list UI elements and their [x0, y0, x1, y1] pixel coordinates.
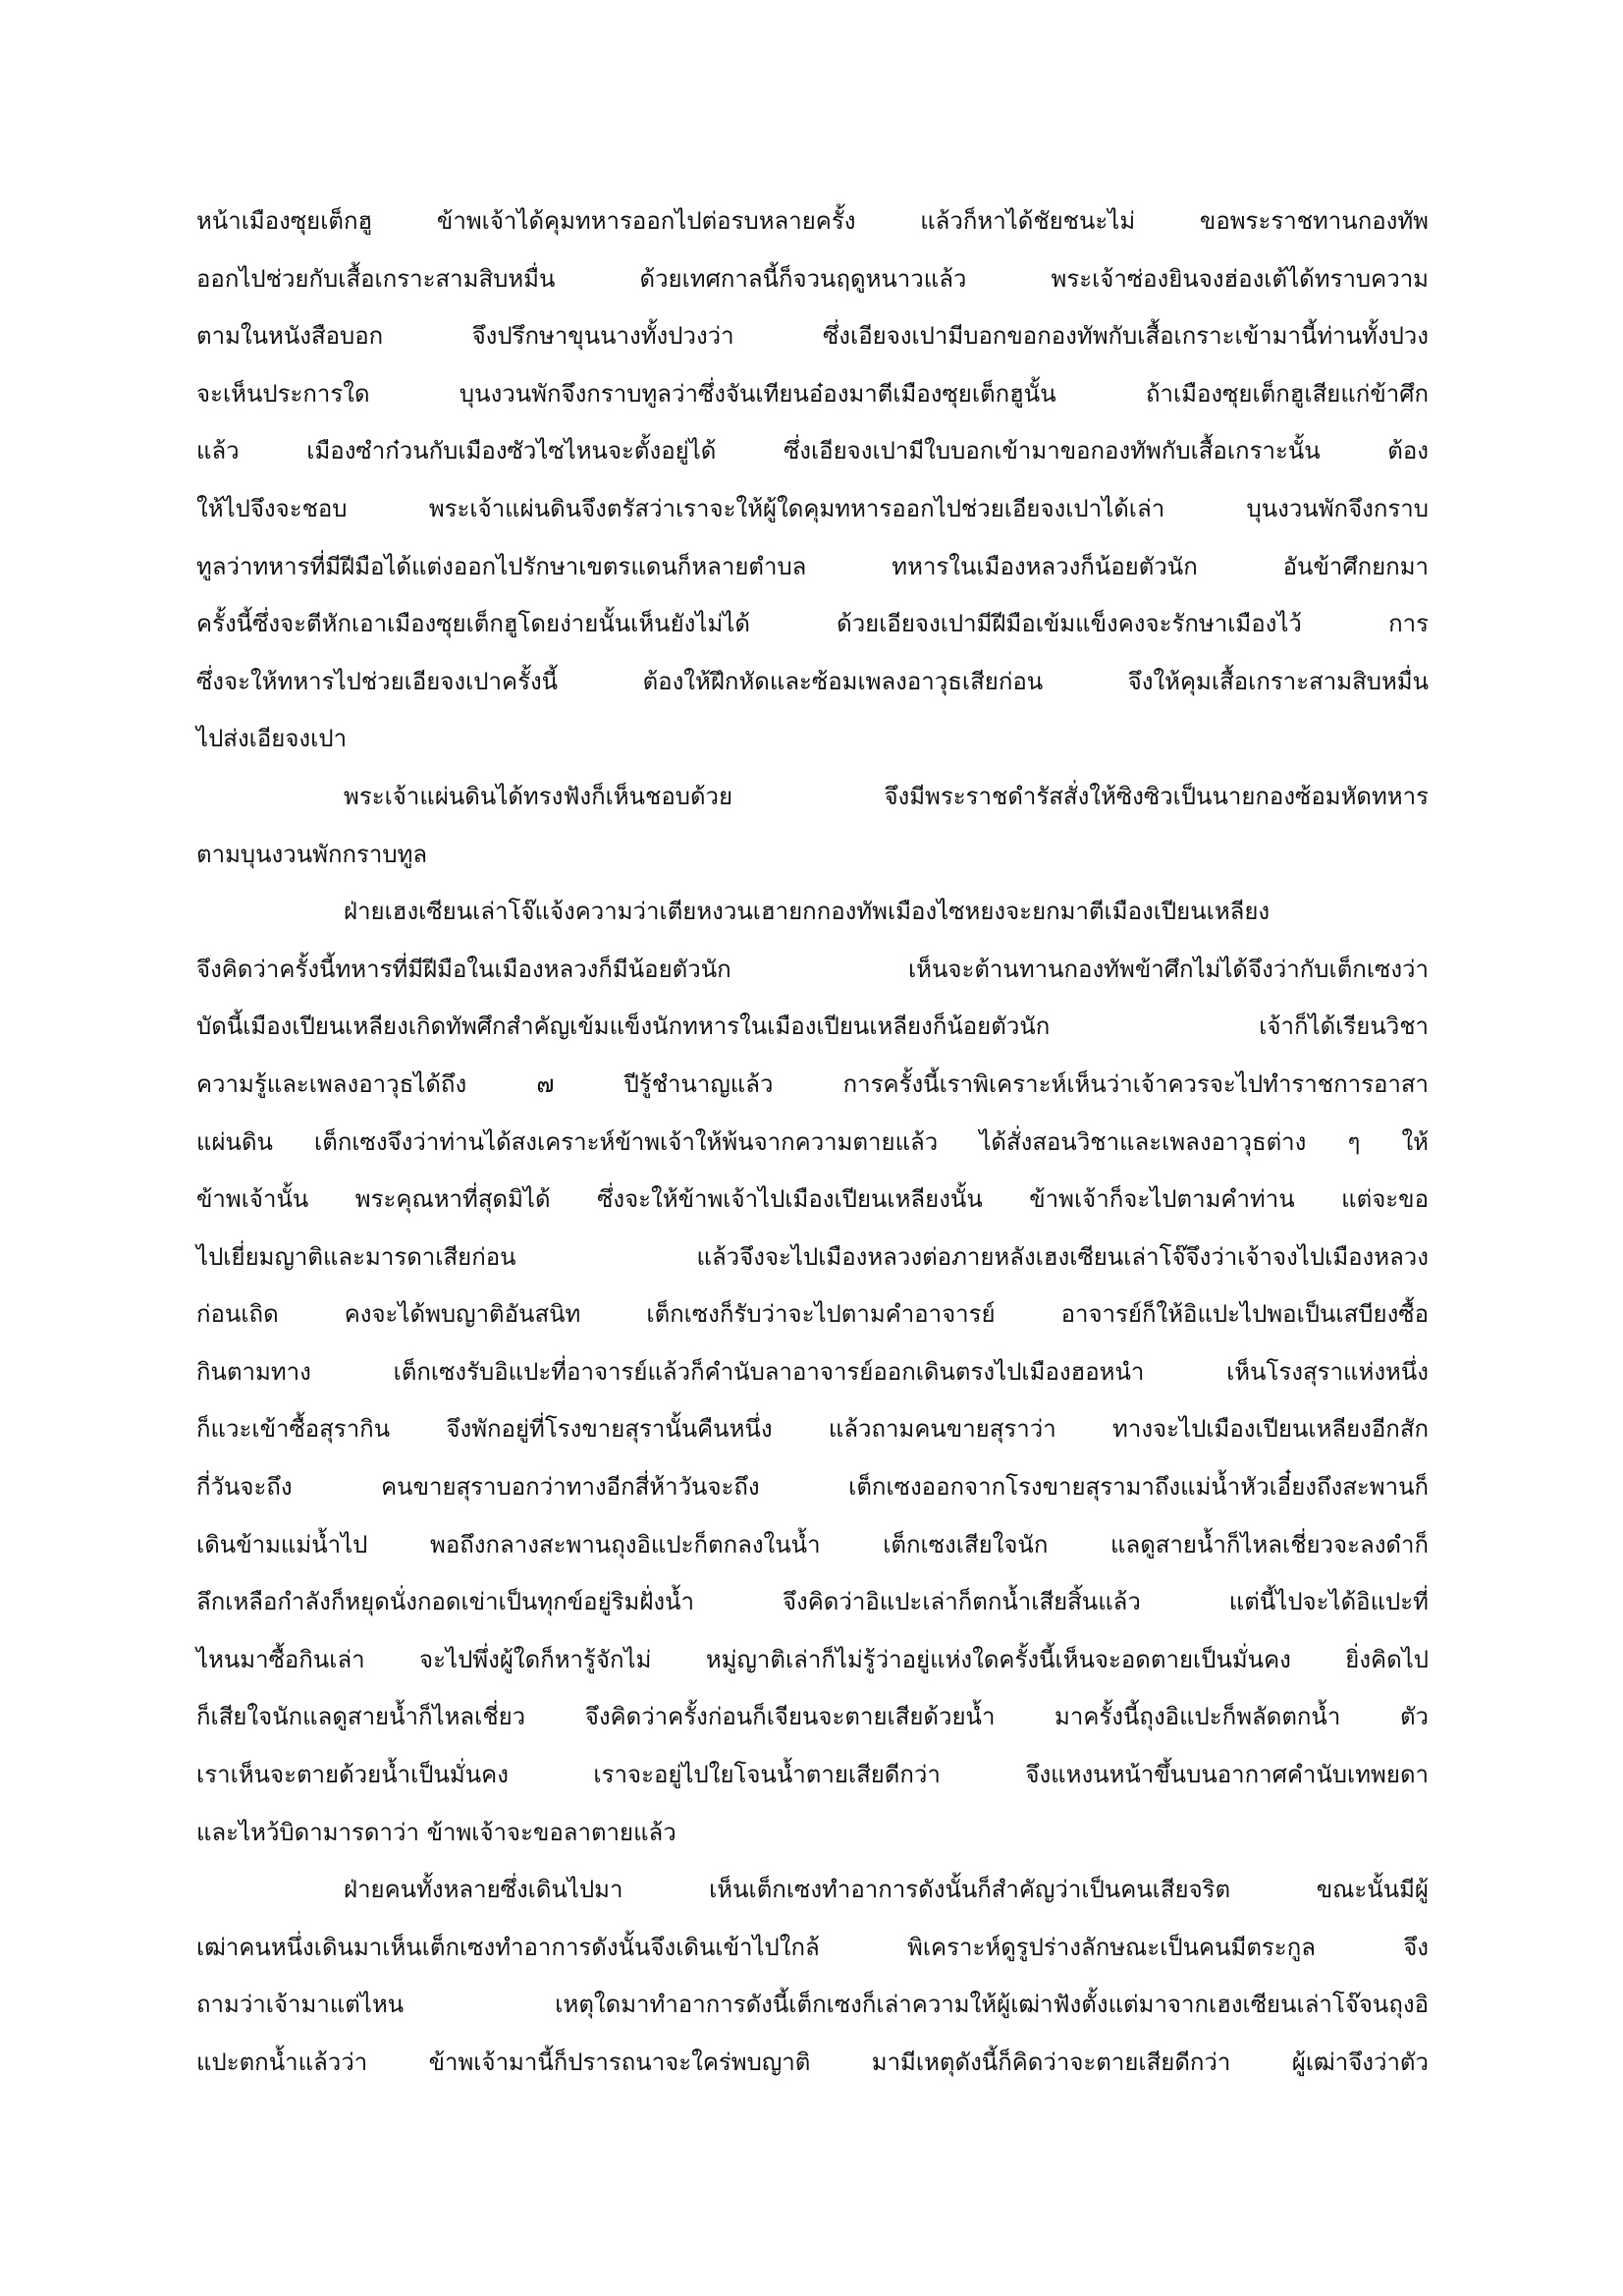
text-line: ไหนมาซื้อกินเล่า จะไปพึ่งผู้ใดก็หารู้จักไม่ หมู่ญาติเล่าก็ไม่รู้ว่าอยู่แห่งใดครั้งนี้เห็นจะอดตายเป็นมั่นคง ยิ่งคิดไป [196, 1645, 1429, 1673]
text-line: หน้าเมืองซุยเต็กฮู ข้าพเจ้าได้คุมทหารออกไปต่อรบหลายครั้ง แล้วก็หาได้ชัยชนะไม่ ขอพระราชทานกองทัพ [196, 207, 1429, 235]
text-line: กี่วันจะถึง คนขายสุราบอกว่าทางอีกสี่ห้าวันจะถึง เต็กเซงออกจากโรงขายสุรามาถึงแม่น้ำหัวเอี๋ยงถึงสะพานก็ [196, 1473, 1429, 1502]
paragraph-4 [196, 1861, 1429, 2091]
text-line: ไปเยี่ยมญาติและมารดาเสียก่อน แล้วจึงจะไปเมืองหลวงต่อภายหลังเฮงเซียนเล่าโจ๊จึงว่าเจ้าจงไปเมืองหลวง [196, 1242, 1429, 1271]
text-line: บัดนี้เมืองเปียนเหลียงเกิดทัพศึกสำคัญเข้มแข็งนักทหารในเมืองเปียนเหลียงก็น้อยตัวนัก เจ้าก็ได้เรียนวิชา [196, 1012, 1429, 1041]
text-line: ข้าพเจ้านั้น พระคุณหาที่สุดมิได้ ซึ่งจะให้ข้าพเจ้าไปเมืองเปียนเหลียงนั้น ข้าพเจ้าก็จะไปตามคำท่าน แต่จะขอ [196, 1185, 1429, 1214]
text-line: ลึกเหลือกำลังก็หยุดนั่งกอดเข่าเป็นทุกข์อยู่ริมฝั่งน้ำ จึงคิดว่าอิแปะเล่าก็ตกน้ำเสียสิ้นแล้ว แต่นี้ไปจะได้อิแปะที่ [196, 1588, 1429, 1616]
text-line: ไปส่งเอียจงเปา [196, 725, 348, 753]
text-line: พระเจ้าแผ่นดินได้ทรงฟังก็เห็นชอบด้วย จึงมีพระราชดำรัสสั่งให้ซิงซิวเป็นนายกองซ้อมหัดทหาร [344, 782, 1429, 810]
text-line: ความรู้และเพลงอาวุธได้ถึง ๗ ปีรู้ชำนาญแล้ว การครั้งนี้เราพิเคราะห์เห็นว่าเจ้าควรจะไปทำราชการอาสา [196, 1069, 1429, 1098]
paragraph-1 [196, 192, 1429, 768]
body-text [196, 192, 1429, 2092]
text-line: ถามว่าเจ้ามาแต่ไหน เหตุใดมาทำอาการดังนี้เต็กเซงก็เล่าความให้ผู้เฒ่าฟังตั้งแต่มาจากเฮงเซียนเล่าโจ๊จนถุงอิ [196, 1991, 1429, 2019]
text-line: แปะตกน้ำแล้วว่า ข้าพเจ้ามานี้ก็ปรารถนาจะใคร่พบญาติ มามีเหตุดังนี้ก็คิดว่าจะตายเสียดีกว่า ผู้เฒ่าจึงว่าตัว [196, 2049, 1429, 2076]
text-line: เดินข้ามแม่น้ำไป พอถึงกลางสะพานถุงอิแปะก็ตกลงในน้ำ เต็กเซงเสียใจนัก แลดูสายน้ำก็ไหลเชี่ยวจะลงดำก็ [196, 1530, 1429, 1558]
text-line: ครั้งนี้ซึ่งจะตีหักเอาเมืองซุยเต็กฮูโดยง่ายนั้นเห็นยังไม่ได้ ด้วยเอียจงเปามีฝีมือเข้มแข็งคงจะรักษาเมืองไว้ การ [196, 610, 1429, 638]
text-line: ตามบุนงวนพักกราบทูล [196, 840, 428, 868]
text-line: ตามในหนังสือบอก จึงปรึกษาขุนนางทั้งปวงว่า ซึ่งเอียจงเปามีบอกขอกองทัพกับเสื้อเกราะเข้ามานี้ท่านทั้งปวง [196, 322, 1429, 351]
text-line: และไหว้บิดามารดาว่า ข้าพเจ้าจะขอลาตายแล้ว [196, 1818, 676, 1846]
text-line: ฝ่ายคนทั้งหลายซึ่งเดินไปมา เห็นเต็กเซงทำอาการดังนั้นก็สำคัญว่าเป็นคนเสียจริต ขณะนั้นมีผู้ [344, 1876, 1429, 1904]
paragraph-2 [196, 768, 1429, 883]
text-line: ฝ่ายเฮงเซียนเล่าโจ๊แจ้งความว่าเตียหงวนเฮายกกองทัพเมืองไซหยงจะยกมาตีเมืองเปียนเหลียง [344, 898, 1271, 926]
text-line: ก็แวะเข้าซื้อสุรากิน จึงพักอยู่ที่โรงขายสุรานั้นคืนหนึ่ง แล้วถามคนขายสุราว่า ทางจะไปเมืองเปียนเหลียงอีกสัก [196, 1415, 1429, 1444]
text-line: จะเห็นประการใด บุนงวนพักจึงกราบทูลว่าซึ่งจันเทียนอ๋องมาตีเมืองซุยเต็กฮูนั้น ถ้าเมืองซุยเต็กฮูเสียแก่ข้าศึก [196, 379, 1429, 408]
text-line: ทูลว่าทหารที่มีฝีมือได้แต่งออกไปรักษาเขตรแดนก็หลายตำบล ทหารในเมืองหลวงก็น้อยตัวนัก อันข้าศึกยกมา [196, 552, 1429, 580]
text-line: ออกไปช่วยกับเสื้อเกราะสามสิบหมื่น ด้วยเทศกาลนี้ก็จวนฤดูหนาวแล้ว พระเจ้าซ่องยินจงฮ่องเต้ได้ทราบความ [196, 264, 1429, 293]
text-line: เราเห็นจะตายด้วยน้ำเป็นมั่นคง เราจะอยู่ไปใยโจนน้ำตายเสียดีกว่า จึงแหงนหน้าขึ้นบนอากาศคำนับเทพยดา [196, 1761, 1429, 1789]
text-line: แล้ว เมืองซำก๋วนกับเมืองซัวไซไหนจะตั้งอยู่ได้ ซึ่งเอียจงเปามีใบบอกเข้ามาขอกองทัพกับเสื้อเกราะนั้น ต้อง [196, 437, 1429, 465]
text-line: ให้ไปจึงจะชอบ พระเจ้าแผ่นดินจึงตรัสว่าเราจะให้ผู้ใดคุมทหารออกไปช่วยเอียจงเปาได้เล่า บุนงวนพักจึงกราบ [196, 494, 1429, 522]
text-line: ก็เสียใจนักแลดูสายน้ำก็ไหลเชี่ยว จึงคิดว่าครั้งก่อนก็เจียนจะตายเสียด้วยน้ำ มาครั้งนี้ถุงอิแปะก็พลัดตกน้ำ ตัว [196, 1703, 1429, 1731]
text-line: แผ่นดิน เต็กเซงจึงว่าท่านได้สงเคราะห์ข้าพเจ้าให้พ้นจากความตายแล้ว ได้สั่งสอนวิชาและเพลงอาวุธต่าง ๆ ให้ [196, 1127, 1429, 1156]
text-line: เฒ่าคนหนึ่งเดินมาเห็นเต็กเซงทำอาการดังนั้นจึงเดินเข้าไปใกล้ พิเคราะห์ดูรูปร่างลักษณะเป็นคนมีตระกูล จึง [196, 1933, 1429, 1961]
text-line: ซึ่งจะให้ทหารไปช่วยเอียจงเปาครั้งนี้ ต้องให้ฝึกหัดและซ้อมเพลงอาวุธเสียก่อน จึงให้คุมเสื้อเกราะสามสิบหมื่น [196, 667, 1429, 695]
paragraph-3 [196, 883, 1429, 1861]
text-line: จึงคิดว่าครั้งนี้ทหารที่มีฝีมือในเมืองหลวงก็มีน้อยตัวนัก เห็นจะต้านทานกองทัพข้าศึกไม่ได้จึงว่ากับเต็กเซงว่า [196, 955, 1429, 983]
text-line: ก่อนเถิด คงจะได้พบญาติอันสนิท เต็กเซงก็รับว่าจะไปตามคำอาจารย์ อาจารย์ก็ให้อิแปะไปพอเป็นเสบียงซื้อ [196, 1300, 1429, 1329]
text-line: กินตามทาง เต็กเซงรับอิแปะที่อาจารย์แล้วก็คำนับลาอาจารย์ออกเดินตรงไปเมืองฮอหนำ เห็นโรงสุราแห่งหนึ่ง [196, 1357, 1429, 1386]
